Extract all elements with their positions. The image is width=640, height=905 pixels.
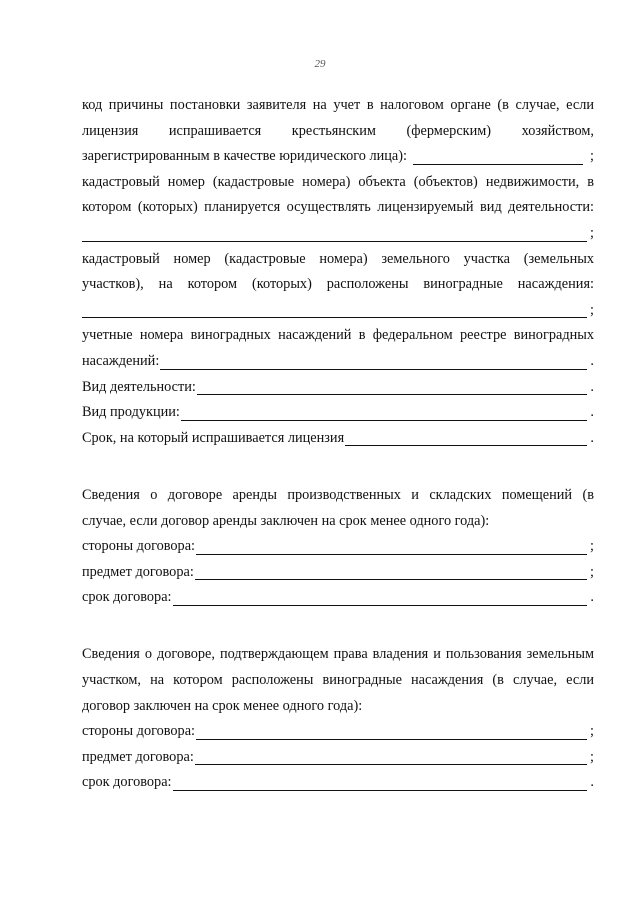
premises-lease-subject-input-line[interactable] xyxy=(195,564,587,580)
license-term-field-row xyxy=(82,426,594,452)
premises-lease-heading-line-1: Сведения о договоре аренды производственных и складских помещений (в xyxy=(82,486,594,503)
cadastral-land-text-line-1: кадастровый номер (кадастровые номера) земельного участка (земельных xyxy=(82,250,594,267)
cadastral-building-input-line[interactable] xyxy=(82,226,587,242)
cadastral-land-field-row xyxy=(82,298,594,324)
premises-lease-parties-row xyxy=(82,534,594,560)
activity-type-terminator: . xyxy=(590,378,594,395)
activity-type-input-line[interactable] xyxy=(197,379,588,395)
premises-lease-subject-terminator: ; xyxy=(590,563,594,580)
kpp-field-label: зарегистрированным в качестве юридического лица): xyxy=(82,148,407,165)
land-contract-heading-line-1: Сведения о договоре, подтверждающем права владения и пользования земельным xyxy=(82,646,594,663)
product-type-field-row xyxy=(82,400,594,426)
vineyard-registry-text-line-1: учетные номера виноградных насаждений в федеральном реестре виноградных xyxy=(82,327,594,344)
land-contract-parties-terminator: ; xyxy=(590,723,594,740)
land-contract-subject-input-line[interactable] xyxy=(195,749,587,765)
land-contract-term-label: срок договора: xyxy=(82,774,172,791)
premises-lease-term-terminator: . xyxy=(590,589,594,606)
premises-lease-term-row xyxy=(82,585,594,611)
product-type-label: Вид продукции: xyxy=(82,404,180,421)
land-contract-term-input-line[interactable] xyxy=(173,775,588,791)
land-contract-term-terminator: . xyxy=(590,774,594,791)
cadastral-building-terminator: ; xyxy=(590,224,594,241)
premises-lease-parties-input-line[interactable] xyxy=(196,539,587,555)
cadastral-land-input-line[interactable] xyxy=(82,302,587,318)
section-spacer xyxy=(82,611,594,637)
cadastral-building-text-line-1: кадастровый номер (кадастровые номера) объекта (объектов) недвижимости, в xyxy=(82,173,594,190)
kpp-text-line-1: код причины постановки заявителя на учет в налоговом органе (в случае, если xyxy=(82,97,594,113)
page-number: 29 xyxy=(314,58,326,70)
kpp-terminator: ; xyxy=(590,148,594,165)
land-contract-subject-row xyxy=(82,745,594,771)
vineyard-registry-field-row xyxy=(82,349,594,375)
premises-lease-subject-row xyxy=(82,560,594,586)
kpp-text-line-2: лицензия испрашивается крестьянским (фермерским) хозяйством, xyxy=(82,122,594,139)
cadastral-building-field-row xyxy=(82,221,594,247)
land-contract-heading-line-3: договор заключен на срок менее одного года): xyxy=(82,697,363,714)
cadastral-land-text-line-2: участков), на котором (которых) расположены виноградные насаждения: xyxy=(82,276,594,293)
cadastral-land-terminator: ; xyxy=(590,301,594,318)
vineyard-registry-field-label: насаждений: xyxy=(82,352,160,369)
license-term-input-line[interactable] xyxy=(345,430,587,446)
license-application-form xyxy=(82,93,594,796)
premises-lease-parties-terminator: ; xyxy=(590,538,594,555)
land-contract-term-row xyxy=(82,770,594,796)
product-type-terminator: . xyxy=(590,404,594,421)
section-spacer xyxy=(82,451,594,477)
kpp-input-line[interactable] xyxy=(413,149,583,165)
land-contract-parties-input-line[interactable] xyxy=(196,724,587,740)
license-term-terminator: . xyxy=(590,429,594,446)
kpp-field-row xyxy=(82,144,594,170)
vineyard-registry-terminator: . xyxy=(590,352,594,369)
vineyard-registry-input-line[interactable] xyxy=(160,354,587,370)
land-contract-parties-label: стороны договора: xyxy=(82,723,196,740)
land-contract-parties-row xyxy=(82,719,594,745)
license-term-label: Срок, на который испрашивается лицензия xyxy=(82,429,345,446)
land-contract-heading-line-2: участком, на котором расположены виноградные насаждения (в случае, если xyxy=(82,672,594,689)
premises-lease-parties-label: стороны договора: xyxy=(82,538,196,555)
product-type-input-line[interactable] xyxy=(181,405,588,421)
cadastral-building-text-line-2: котором (которых) планируется осуществлять лицензируемый вид деятельности: xyxy=(82,199,594,216)
land-contract-subject-label: предмет договора: xyxy=(82,748,194,765)
activity-type-field-row xyxy=(82,375,594,401)
premises-lease-term-input-line[interactable] xyxy=(173,590,588,606)
activity-type-label: Вид деятельности: xyxy=(82,378,196,395)
premises-lease-subject-label: предмет договора: xyxy=(82,563,194,580)
land-contract-subject-terminator: ; xyxy=(590,748,594,765)
premises-lease-term-label: срок договора: xyxy=(82,589,172,606)
premises-lease-heading-line-2: случае, если договор аренды заключен на срок менее одного года): xyxy=(82,512,490,529)
